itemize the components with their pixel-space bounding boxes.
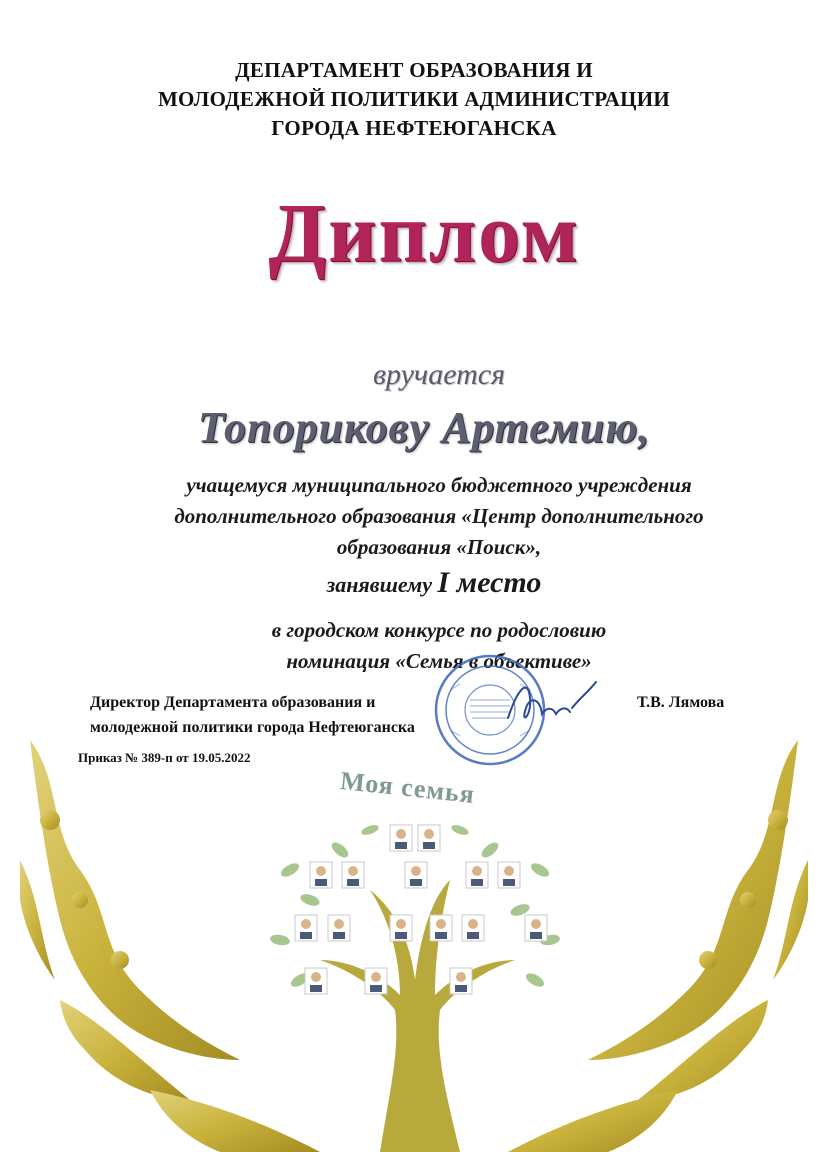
place-value: I место: [437, 566, 542, 599]
contest-line: в городском конкурсе по родословию: [271, 618, 607, 642]
body-line-3: образования «Поиск»,: [336, 535, 542, 559]
place-line: [0, 566, 828, 600]
signer-name: Т.В. Лямова: [637, 694, 725, 711]
signer-position-line-2: молодежной политики города Нефтеюганска: [90, 719, 415, 736]
order-reference: Приказ № 389-п от 19.05.2022: [78, 750, 251, 765]
family-tree-illustration: [250, 770, 580, 1152]
presented-label: вручается: [372, 358, 506, 391]
place-prefix: занявшему: [326, 572, 432, 597]
diploma-title: Диплом: [268, 187, 580, 280]
recipient-name: Топорикову Артемию,: [197, 403, 651, 452]
body-line-2: дополнительного образования «Центр дополнительного: [174, 504, 704, 528]
body-line-1: учащемуся муниципального бюджетного учреждения: [186, 473, 692, 497]
issuer-line-3: ГОРОДА НЕФТЕЮГАНСКА: [271, 116, 557, 140]
issuer-line-1: ДЕПАРТАМЕНТ ОБРАЗОВАНИЯ И: [235, 58, 593, 82]
illustration-caption: Моя семья: [338, 766, 477, 809]
signer-position-line-1: Директор Департамента образования и: [90, 694, 376, 711]
issuer-line-2: МОЛОДЕЖНОЙ ПОЛИТИКИ АДМИНИСТРАЦИИ: [157, 87, 671, 111]
nomination-line: номинация «Семья в объективе»: [286, 649, 592, 673]
